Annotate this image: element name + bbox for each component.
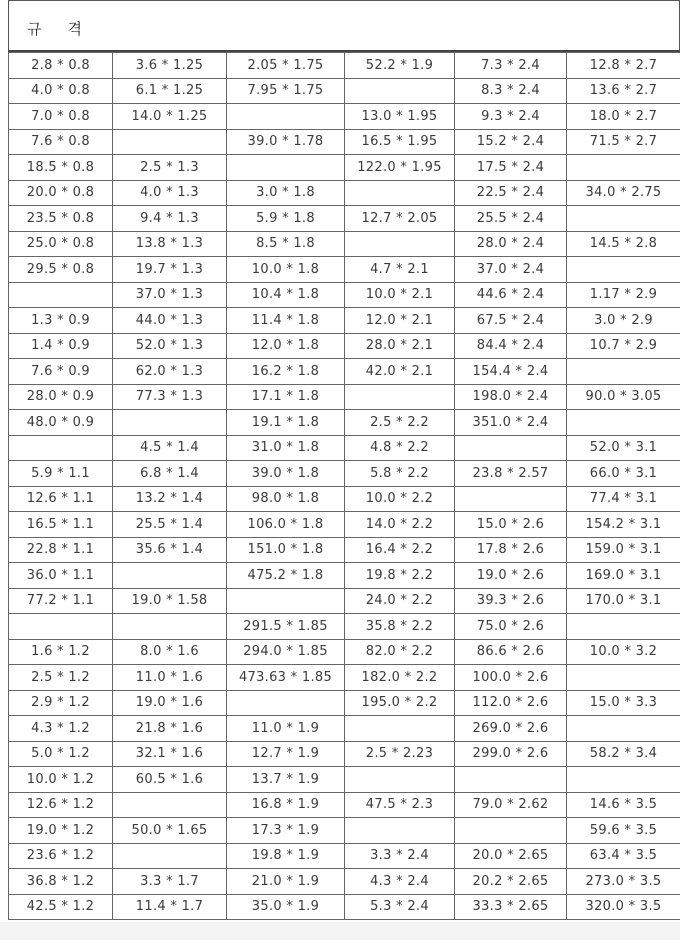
table-cell: 10.7 * 2.9 xyxy=(567,333,680,359)
table-cell: 10.0 * 2.1 xyxy=(345,282,455,308)
table-cell: 4.3 * 2.4 xyxy=(345,869,455,895)
table-cell xyxy=(455,818,567,844)
table-cell: 8.5 * 1.8 xyxy=(227,231,345,257)
table-cell: 1.6 * 1.2 xyxy=(9,639,113,665)
table-cell: 22.8 * 1.1 xyxy=(9,537,113,563)
table-cell: 10.0 * 1.2 xyxy=(9,767,113,793)
table-cell: 63.4 * 3.5 xyxy=(567,843,680,869)
table-cell: 19.0 * 1.6 xyxy=(113,690,227,716)
table-cell: 13.8 * 1.3 xyxy=(113,231,227,257)
table-row xyxy=(9,308,680,334)
table-cell: 4.3 * 1.2 xyxy=(9,716,113,742)
table-cell xyxy=(455,435,567,461)
table-header xyxy=(8,0,680,52)
table-cell: 62.0 * 1.3 xyxy=(113,359,227,385)
table-cell xyxy=(567,155,680,181)
table-cell: 52.2 * 1.9 xyxy=(345,53,455,79)
table-cell: 3.0 * 1.8 xyxy=(227,180,345,206)
table-row xyxy=(9,384,680,410)
table-row xyxy=(9,843,680,869)
table-cell: 4.0 * 0.8 xyxy=(9,78,113,104)
table-cell: 16.4 * 2.2 xyxy=(345,537,455,563)
table-row xyxy=(9,359,680,385)
table-cell: 169.0 * 3.1 xyxy=(567,563,680,589)
table-cell: 9.3 * 2.4 xyxy=(455,104,567,130)
table-cell: 15.0 * 2.6 xyxy=(455,512,567,538)
table-cell: 19.0 * 1.58 xyxy=(113,588,227,614)
table-row xyxy=(9,537,680,563)
table-cell xyxy=(345,78,455,104)
table-cell: 59.6 * 3.5 xyxy=(567,818,680,844)
table-cell xyxy=(113,129,227,155)
table-cell: 19.7 * 1.3 xyxy=(113,257,227,283)
table-cell: 10.0 * 1.8 xyxy=(227,257,345,283)
table-cell xyxy=(9,614,113,640)
table-cell: 2.5 * 2.23 xyxy=(345,741,455,767)
table-cell: 170.0 * 3.1 xyxy=(567,588,680,614)
spec-table xyxy=(8,52,680,920)
table-cell: 15.0 * 3.3 xyxy=(567,690,680,716)
table-cell: 13.2 * 1.4 xyxy=(113,486,227,512)
table-cell: 10.4 * 1.8 xyxy=(227,282,345,308)
table-cell: 75.0 * 2.6 xyxy=(455,614,567,640)
table-cell: 7.6 * 0.8 xyxy=(9,129,113,155)
table-cell: 13.7 * 1.9 xyxy=(227,767,345,793)
table-row xyxy=(9,690,680,716)
table-cell: 19.8 * 1.9 xyxy=(227,843,345,869)
table-cell: 3.3 * 2.4 xyxy=(345,843,455,869)
table-cell: 77.4 * 3.1 xyxy=(567,486,680,512)
table-cell: 19.1 * 1.8 xyxy=(227,410,345,436)
table-row xyxy=(9,486,680,512)
table-cell: 13.6 * 2.7 xyxy=(567,78,680,104)
table-row xyxy=(9,206,680,232)
table-cell: 23.6 * 1.2 xyxy=(9,843,113,869)
table-cell: 269.0 * 2.6 xyxy=(455,716,567,742)
table-cell xyxy=(567,665,680,691)
header-title: 규격 xyxy=(27,20,108,38)
table-cell: 8.3 * 2.4 xyxy=(455,78,567,104)
table-cell: 299.0 * 2.6 xyxy=(455,741,567,767)
table-cell: 42.0 * 2.1 xyxy=(345,359,455,385)
table-cell: 154.4 * 2.4 xyxy=(455,359,567,385)
table-cell xyxy=(113,410,227,436)
table-cell: 47.5 * 2.3 xyxy=(345,792,455,818)
spec-sheet xyxy=(8,0,680,922)
table-cell: 52.0 * 3.1 xyxy=(567,435,680,461)
table-cell: 71.5 * 2.7 xyxy=(567,129,680,155)
table-cell xyxy=(9,435,113,461)
table-cell xyxy=(567,614,680,640)
table-cell: 23.8 * 2.57 xyxy=(455,461,567,487)
table-cell: 77.3 * 1.3 xyxy=(113,384,227,410)
table-cell: 19.8 * 2.2 xyxy=(345,563,455,589)
table-cell xyxy=(113,614,227,640)
table-cell: 10.0 * 2.2 xyxy=(345,486,455,512)
table-cell: 48.0 * 0.9 xyxy=(9,410,113,436)
table-cell xyxy=(345,231,455,257)
table-cell: 44.0 * 1.3 xyxy=(113,308,227,334)
table-cell: 25.5 * 2.4 xyxy=(455,206,567,232)
table-cell: 79.0 * 2.62 xyxy=(455,792,567,818)
table-cell xyxy=(345,818,455,844)
table-cell: 159.0 * 3.1 xyxy=(567,537,680,563)
table-cell xyxy=(345,767,455,793)
table-cell: 24.0 * 2.2 xyxy=(345,588,455,614)
table-cell: 351.0 * 2.4 xyxy=(455,410,567,436)
table-row xyxy=(9,614,680,640)
table-cell: 12.7 * 2.05 xyxy=(345,206,455,232)
table-cell xyxy=(345,716,455,742)
table-cell xyxy=(227,155,345,181)
table-cell: 67.5 * 2.4 xyxy=(455,308,567,334)
table-cell: 35.6 * 1.4 xyxy=(113,537,227,563)
table-cell: 7.6 * 0.9 xyxy=(9,359,113,385)
table-cell: 90.0 * 3.05 xyxy=(567,384,680,410)
table-cell: 37.0 * 1.3 xyxy=(113,282,227,308)
table-cell: 17.1 * 1.8 xyxy=(227,384,345,410)
table-cell: 21.0 * 1.9 xyxy=(227,869,345,895)
table-cell: 1.3 * 0.9 xyxy=(9,308,113,334)
table-cell: 17.3 * 1.9 xyxy=(227,818,345,844)
table-cell: 28.0 * 0.9 xyxy=(9,384,113,410)
table-row xyxy=(9,155,680,181)
table-cell: 9.4 * 1.3 xyxy=(113,206,227,232)
table-cell: 14.6 * 3.5 xyxy=(567,792,680,818)
table-cell: 18.5 * 0.8 xyxy=(9,155,113,181)
table-cell: 182.0 * 2.2 xyxy=(345,665,455,691)
table-cell xyxy=(567,716,680,742)
table-cell: 10.0 * 3.2 xyxy=(567,639,680,665)
table-cell: 3.0 * 2.9 xyxy=(567,308,680,334)
table-cell xyxy=(567,206,680,232)
table-cell: 28.0 * 2.1 xyxy=(345,333,455,359)
table-cell: 7.95 * 1.75 xyxy=(227,78,345,104)
table-row xyxy=(9,792,680,818)
table-cell: 2.5 * 2.2 xyxy=(345,410,455,436)
table-cell: 12.0 * 1.8 xyxy=(227,333,345,359)
table-row xyxy=(9,104,680,130)
table-cell: 273.0 * 3.5 xyxy=(567,869,680,895)
table-row xyxy=(9,894,680,920)
table-row xyxy=(9,563,680,589)
table-row xyxy=(9,129,680,155)
table-cell: 122.0 * 1.95 xyxy=(345,155,455,181)
table-cell xyxy=(227,104,345,130)
table-cell: 3.6 * 1.25 xyxy=(113,53,227,79)
table-cell: 106.0 * 1.8 xyxy=(227,512,345,538)
table-cell: 1.17 * 2.9 xyxy=(567,282,680,308)
table-cell: 34.0 * 2.75 xyxy=(567,180,680,206)
table-cell: 195.0 * 2.2 xyxy=(345,690,455,716)
table-cell: 86.6 * 2.6 xyxy=(455,639,567,665)
table-row xyxy=(9,767,680,793)
table-cell: 4.7 * 2.1 xyxy=(345,257,455,283)
table-row xyxy=(9,869,680,895)
table-cell: 42.5 * 1.2 xyxy=(9,894,113,920)
table-cell: 4.5 * 1.4 xyxy=(113,435,227,461)
table-cell: 6.8 * 1.4 xyxy=(113,461,227,487)
table-cell: 16.8 * 1.9 xyxy=(227,792,345,818)
table-cell: 14.0 * 2.2 xyxy=(345,512,455,538)
table-cell: 8.0 * 1.6 xyxy=(113,639,227,665)
table-cell: 44.6 * 2.4 xyxy=(455,282,567,308)
table-cell: 151.0 * 1.8 xyxy=(227,537,345,563)
table-cell: 82.0 * 2.2 xyxy=(345,639,455,665)
table-row xyxy=(9,282,680,308)
table-cell: 2.8 * 0.8 xyxy=(9,53,113,79)
table-cell: 98.0 * 1.8 xyxy=(227,486,345,512)
table-cell: 23.5 * 0.8 xyxy=(9,206,113,232)
table-cell: 22.5 * 2.4 xyxy=(455,180,567,206)
table-cell: 39.0 * 1.78 xyxy=(227,129,345,155)
table-cell: 12.6 * 1.1 xyxy=(9,486,113,512)
table-cell: 60.5 * 1.6 xyxy=(113,767,227,793)
table-row xyxy=(9,461,680,487)
table-cell xyxy=(227,690,345,716)
table-cell xyxy=(113,843,227,869)
table-row xyxy=(9,588,680,614)
table-cell: 5.8 * 2.2 xyxy=(345,461,455,487)
table-cell: 112.0 * 2.6 xyxy=(455,690,567,716)
table-cell: 28.0 * 2.4 xyxy=(455,231,567,257)
table-cell xyxy=(345,384,455,410)
table-cell: 50.0 * 1.65 xyxy=(113,818,227,844)
table-cell: 25.0 * 0.8 xyxy=(9,231,113,257)
table-cell: 52.0 * 1.3 xyxy=(113,333,227,359)
table-cell: 36.8 * 1.2 xyxy=(9,869,113,895)
table-cell: 19.0 * 1.2 xyxy=(9,818,113,844)
table-cell: 20.0 * 2.65 xyxy=(455,843,567,869)
table-row xyxy=(9,410,680,436)
table-cell: 16.5 * 1.1 xyxy=(9,512,113,538)
table-cell: 13.0 * 1.95 xyxy=(345,104,455,130)
table-row xyxy=(9,333,680,359)
table-row xyxy=(9,257,680,283)
table-cell: 39.3 * 2.6 xyxy=(455,588,567,614)
table-cell xyxy=(113,563,227,589)
table-cell xyxy=(455,767,567,793)
table-cell: 16.2 * 1.8 xyxy=(227,359,345,385)
table-row xyxy=(9,716,680,742)
table-cell: 15.2 * 2.4 xyxy=(455,129,567,155)
table-cell: 12.8 * 2.7 xyxy=(567,53,680,79)
table-cell xyxy=(567,257,680,283)
table-cell: 473.63 * 1.85 xyxy=(227,665,345,691)
table-cell: 31.0 * 1.8 xyxy=(227,435,345,461)
table-cell: 475.2 * 1.8 xyxy=(227,563,345,589)
table-cell: 12.6 * 1.2 xyxy=(9,792,113,818)
table-cell: 2.9 * 1.2 xyxy=(9,690,113,716)
table-cell: 21.8 * 1.6 xyxy=(113,716,227,742)
table-cell: 14.5 * 2.8 xyxy=(567,231,680,257)
table-cell: 2.05 * 1.75 xyxy=(227,53,345,79)
table-cell: 7.0 * 0.8 xyxy=(9,104,113,130)
table-row xyxy=(9,78,680,104)
table-cell xyxy=(345,180,455,206)
table-cell: 12.7 * 1.9 xyxy=(227,741,345,767)
table-row xyxy=(9,818,680,844)
table-cell: 4.0 * 1.3 xyxy=(113,180,227,206)
table-cell: 16.5 * 1.95 xyxy=(345,129,455,155)
table-row xyxy=(9,512,680,538)
table-cell: 100.0 * 2.6 xyxy=(455,665,567,691)
table-cell xyxy=(455,486,567,512)
table-cell: 5.9 * 1.8 xyxy=(227,206,345,232)
table-cell: 58.2 * 3.4 xyxy=(567,741,680,767)
table-row xyxy=(9,435,680,461)
table-cell: 11.4 * 1.8 xyxy=(227,308,345,334)
table-row xyxy=(9,231,680,257)
table-cell xyxy=(113,792,227,818)
table-cell: 7.3 * 2.4 xyxy=(455,53,567,79)
table-cell: 39.0 * 1.8 xyxy=(227,461,345,487)
table-cell: 154.2 * 3.1 xyxy=(567,512,680,538)
table-cell: 6.1 * 1.25 xyxy=(113,78,227,104)
table-cell: 36.0 * 1.1 xyxy=(9,563,113,589)
table-cell: 291.5 * 1.85 xyxy=(227,614,345,640)
table-cell: 2.5 * 1.3 xyxy=(113,155,227,181)
page-bottom-margin xyxy=(0,922,680,940)
table-row xyxy=(9,53,680,79)
table-cell: 32.1 * 1.6 xyxy=(113,741,227,767)
table-cell xyxy=(227,588,345,614)
table-cell: 5.9 * 1.1 xyxy=(9,461,113,487)
table-cell: 5.0 * 1.2 xyxy=(9,741,113,767)
table-row xyxy=(9,741,680,767)
table-cell: 2.5 * 1.2 xyxy=(9,665,113,691)
table-row xyxy=(9,665,680,691)
table-cell: 20.0 * 0.8 xyxy=(9,180,113,206)
table-cell: 77.2 * 1.1 xyxy=(9,588,113,614)
table-row xyxy=(9,639,680,665)
table-cell: 33.3 * 2.65 xyxy=(455,894,567,920)
table-cell: 17.8 * 2.6 xyxy=(455,537,567,563)
spec-table-body xyxy=(9,53,680,920)
table-cell: 18.0 * 2.7 xyxy=(567,104,680,130)
table-cell: 14.0 * 1.25 xyxy=(113,104,227,130)
table-cell: 1.4 * 0.9 xyxy=(9,333,113,359)
table-cell: 25.5 * 1.4 xyxy=(113,512,227,538)
table-cell: 198.0 * 2.4 xyxy=(455,384,567,410)
table-cell: 29.5 * 0.8 xyxy=(9,257,113,283)
table-cell: 37.0 * 2.4 xyxy=(455,257,567,283)
table-cell: 84.4 * 2.4 xyxy=(455,333,567,359)
table-row xyxy=(9,180,680,206)
table-cell xyxy=(567,359,680,385)
table-cell: 11.0 * 1.9 xyxy=(227,716,345,742)
table-cell xyxy=(567,767,680,793)
table-cell: 35.8 * 2.2 xyxy=(345,614,455,640)
table-cell: 19.0 * 2.6 xyxy=(455,563,567,589)
table-cell: 20.2 * 2.65 xyxy=(455,869,567,895)
table-cell: 66.0 * 3.1 xyxy=(567,461,680,487)
table-cell xyxy=(9,282,113,308)
table-cell: 17.5 * 2.4 xyxy=(455,155,567,181)
table-cell: 11.0 * 1.6 xyxy=(113,665,227,691)
table-cell: 4.8 * 2.2 xyxy=(345,435,455,461)
table-cell: 35.0 * 1.9 xyxy=(227,894,345,920)
table-cell: 11.4 * 1.7 xyxy=(113,894,227,920)
table-cell: 320.0 * 3.5 xyxy=(567,894,680,920)
table-cell: 12.0 * 2.1 xyxy=(345,308,455,334)
table-cell xyxy=(567,410,680,436)
table-cell: 5.3 * 2.4 xyxy=(345,894,455,920)
table-cell: 294.0 * 1.85 xyxy=(227,639,345,665)
table-cell: 3.3 * 1.7 xyxy=(113,869,227,895)
